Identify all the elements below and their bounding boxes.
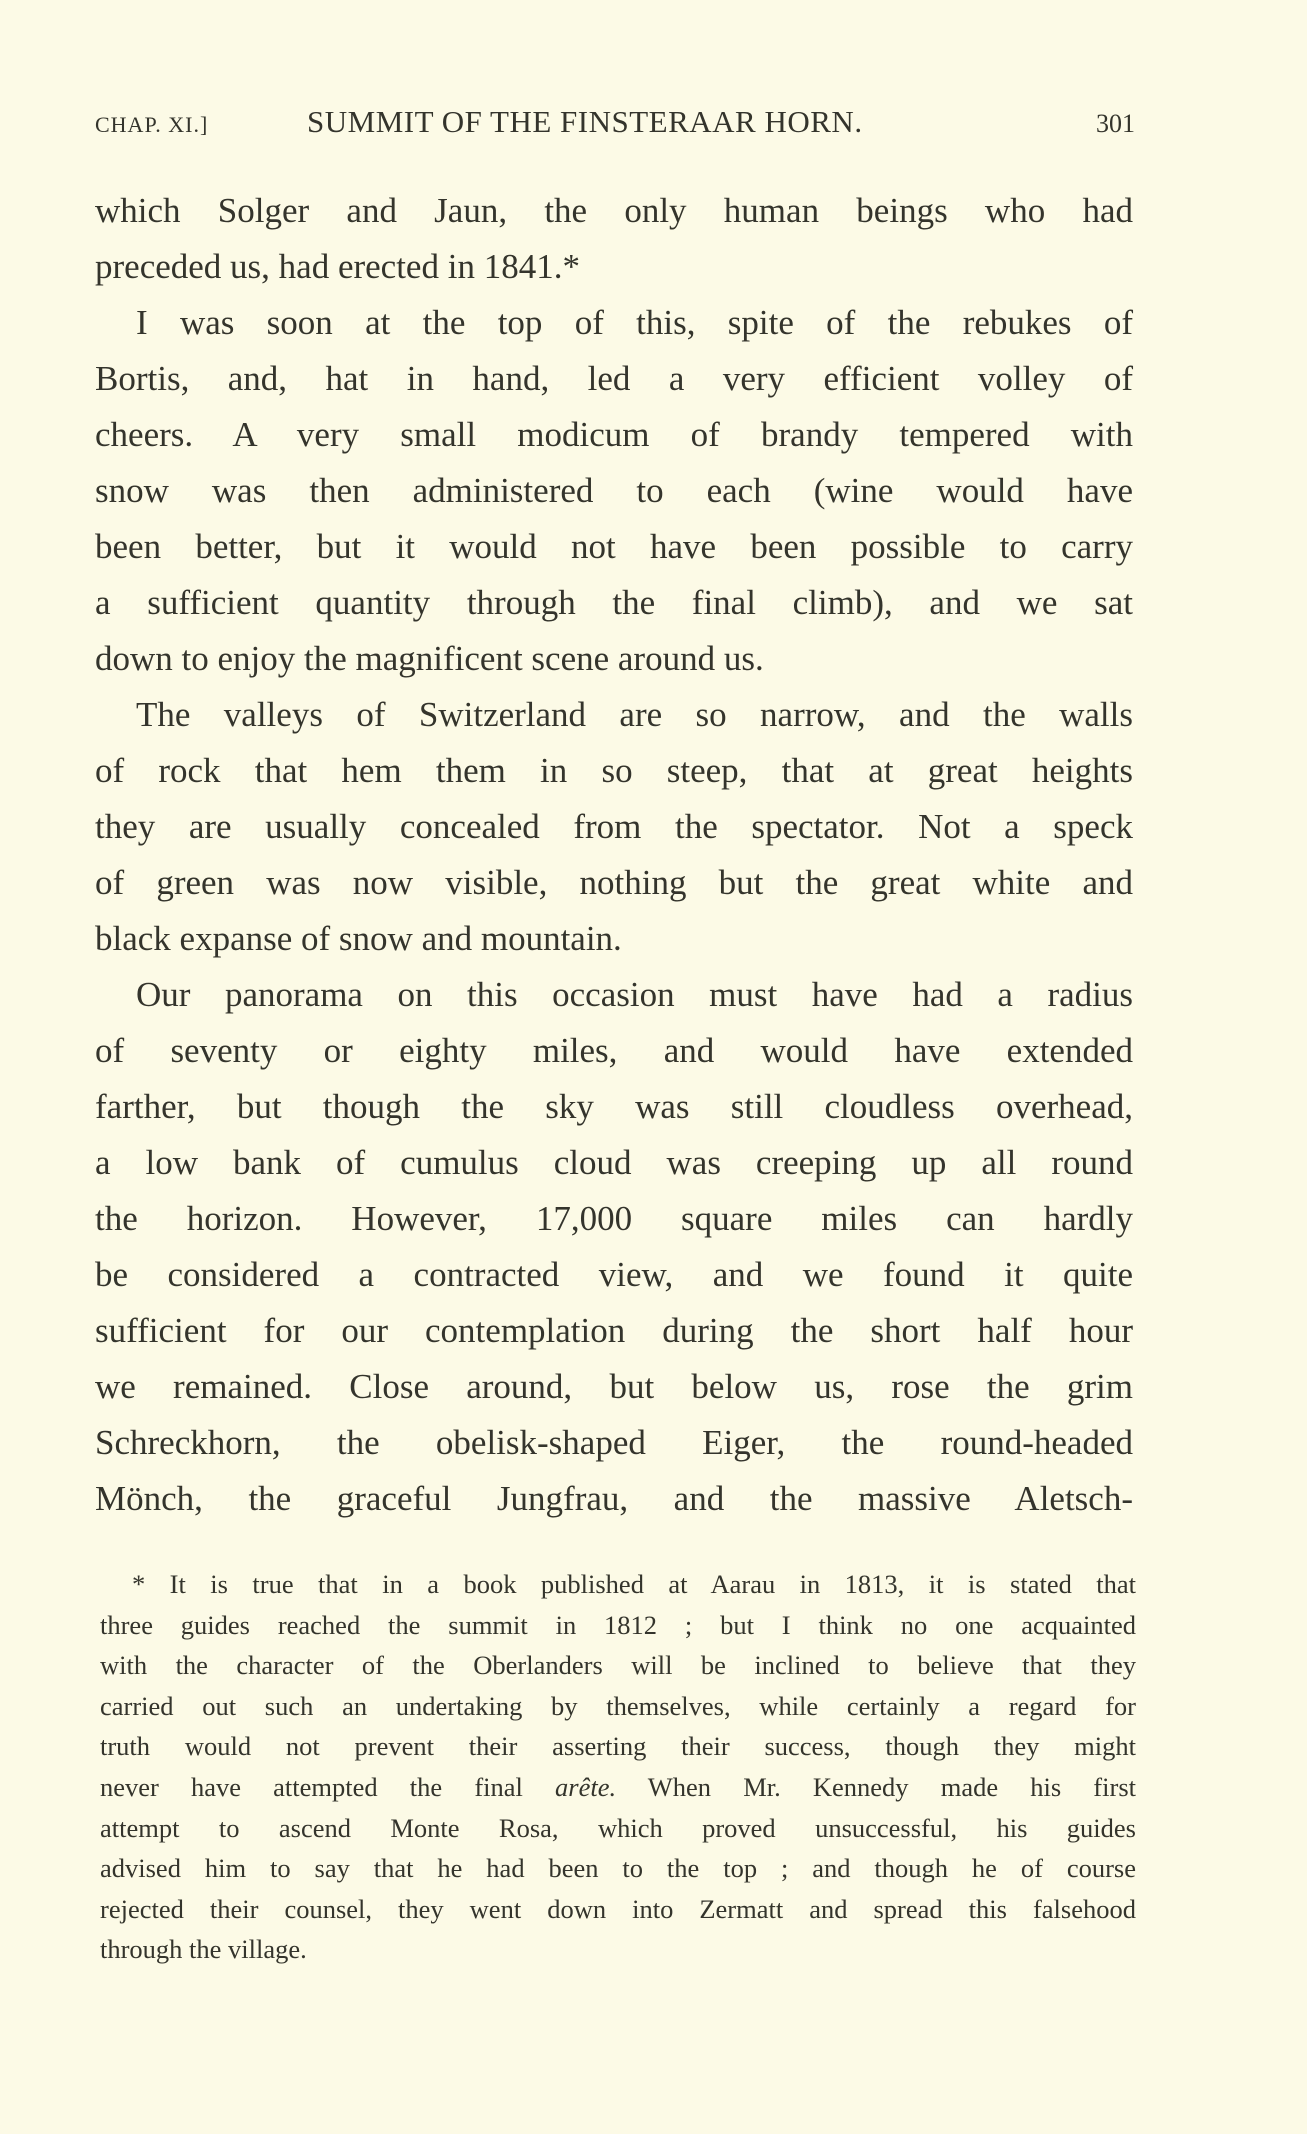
body-line: Mönch, the graceful Jungfrau, and the massive Aletsch- [95,1479,1133,1518]
footnote-line: carried out such an undertaking by themselves, while certainly a regard for [100,1690,1136,1721]
body-line: be considered a contracted view, and we found it quite [95,1255,1133,1294]
footnote-line: with the character of the Oberlanders will be inclined to believe that they [100,1650,1136,1681]
body-line: preceded us, had erected in 1841.* [95,247,580,286]
body-line: snow was then administered to each (wine would have [95,471,1133,510]
footnote-line: advised him to say that he had been to the top ; and though he of course [100,1853,1136,1884]
italic-word: arête. [555,1771,617,1802]
footnote-line [100,1767,1136,1808]
chapter-label: CHAP. XI.] [95,112,209,137]
body-line: been better, but it would not have been possible to carry [95,527,1133,566]
page-number: 301 [1096,109,1135,138]
body-line: I was soon at the top of this, spite of the rebukes of [136,303,1133,342]
body-line: The valleys of Switzerland are so narrow, and the walls [136,695,1133,734]
body-line: a low bank of cumulus cloud was creeping up all round [95,1143,1133,1182]
body-line: of green was now visible, nothing but the great white and [95,863,1133,902]
footnote-line: three guides reached the summit in 1812 ; but I think no one acquainted [100,1609,1136,1640]
running-title: SUMMIT OF THE FINSTERAAR HORN. [307,104,863,139]
body-line: of seventy or eighty miles, and would have extended [95,1031,1133,1070]
line-segment: When Mr. Kennedy made his first [616,1771,1136,1802]
footnote [100,1564,1136,1970]
body-line: the horizon. However, 17,000 square miles can hardly [95,1199,1133,1238]
body-line: we remained. Close around, but below us, rose the grim [95,1367,1133,1406]
line-segment: never have attempted the final [100,1771,556,1802]
body-line: they are usually concealed from the spectator. Not a speck [95,807,1133,846]
body-line: which Solger and Jaun, the only human beings who had [95,191,1133,230]
body-text [95,183,1133,1527]
body-line: Our panorama on this occasion must have had a radius [136,975,1133,1014]
footnote-line: truth would not prevent their asserting their success, though they might [100,1731,1136,1762]
body-line: Schreckhorn, the obelisk-shaped Eiger, the round-headed [95,1423,1133,1462]
body-line: a sufficient quantity through the final climb), and we sat [95,583,1133,622]
body-line: cheers. A very small modicum of brandy tempered with [95,415,1133,454]
running-header [95,104,1135,144]
footnote-line: rejected their counsel, they went down into Zermatt and spread this falsehood [100,1893,1136,1924]
footnote-line: attempt to ascend Monte Rosa, which proved unsuccessful, his guides [100,1812,1136,1843]
body-line: Bortis, and, hat in hand, led a very efficient volley of [95,359,1133,398]
footnote-line: * It is true that in a book published at Aarau in 1813, it is stated that [132,1569,1136,1599]
body-line: black expanse of snow and mountain. [95,919,622,958]
body-line: farther, but though the sky was still cloudless overhead, [95,1087,1133,1126]
body-line: down to enjoy the magnificent scene around us. [95,639,764,678]
body-line: of rock that hem them in so steep, that at great heights [95,751,1133,790]
footnote-line: through the village. [100,1934,307,1965]
body-line: sufficient for our contemplation during the short half hour [95,1311,1133,1350]
